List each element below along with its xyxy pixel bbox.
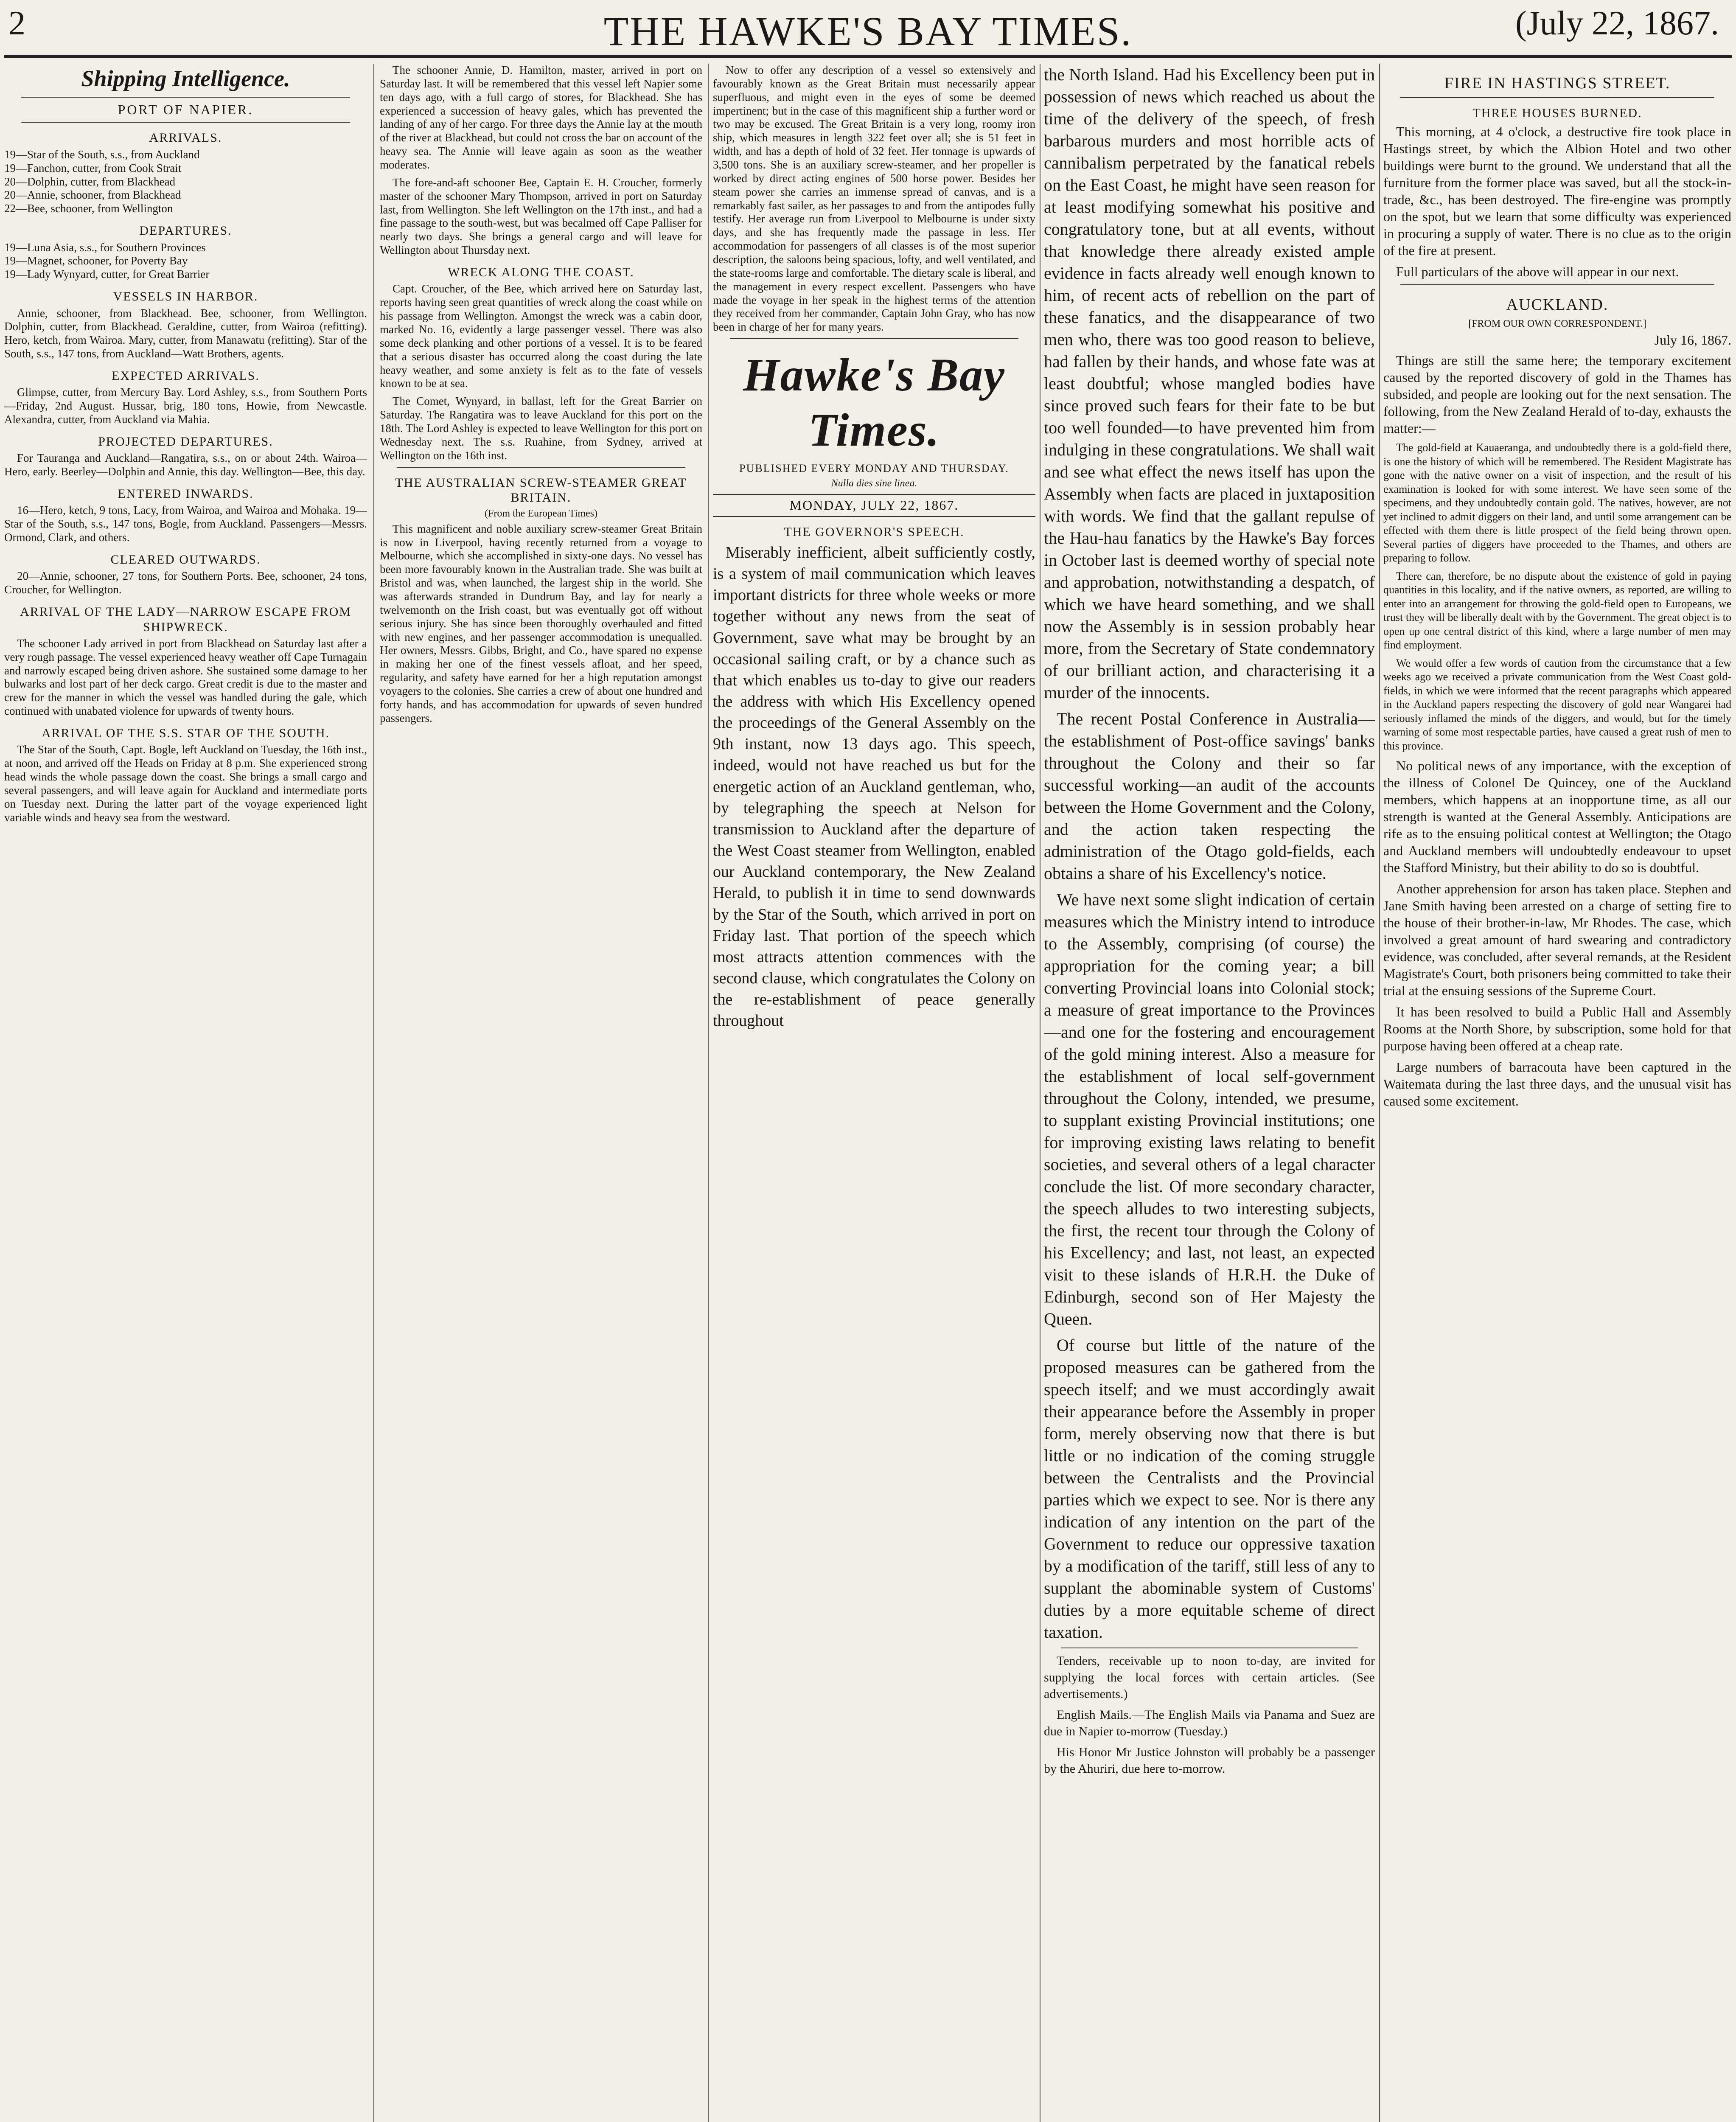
column-5 bbox=[1383, 64, 1731, 2122]
list-item: 22—Bee, schooner, from Wellington bbox=[4, 202, 173, 215]
publication-note: PUBLISHED EVERY MONDAY AND THURSDAY. bbox=[739, 462, 1009, 474]
column-shipping bbox=[4, 64, 367, 2122]
auckland-date: July 16, 1867. bbox=[1654, 332, 1731, 348]
auckland-paragraph: There can, therefore, be no dispute about the existence of gold in paying quantities in this locality, and if the native owners, as reported, are willing to enter into an arrangement for throwing the gold-field open to Europeans, we trust they will be liberally dealt with by the Government. The great object is to open up one central district of this kind, where a large number of men may find employment. bbox=[1383, 570, 1731, 651]
list-item: 19—Star of the South, s.s., from Auckland bbox=[4, 148, 200, 161]
great-britain-article: This magnificent and noble auxiliary screw-steamer Great Britain is now in Liverpool, having recently returned from a voyage to Melbourne, which she accomplished in sixty-one days. No vessel has been more favourably known in the Australian trade. She was built at Bristol and was, when launched, the largest ship in the world. She was afterwards stranded in Dundrum Bay, and lay for nearly a twelvemonth on the Irish coast, but was eventually got off without serious injury. She has since been thoroughly overhauled and fitted with new engines, and her passenger accommodation is unequalled. Her owners, Messrs. Gibbs, Bright, and Co., have spared no expense in making her one of the finest vessels afloat, and her speed, regularity, and safety have earned for her a high reputation amongst voyagers to the colonies. She carries a crew of about one hundred and forty hands, and has accommodation for upwards of seven hundred passengers. bbox=[380, 522, 702, 724]
english-mails-notice: English Mails.—The English Mails via Panama and Suez are due in Napier to-morrow (Tuesday.) bbox=[1044, 1708, 1375, 1738]
column-4 bbox=[1044, 64, 1375, 2122]
fire-article: This morning, at 4 o'clock, a destructive fire took place in Hastings street, by which the Albion Hotel and two other buildings were burnt to the ground. We understand that all the furniture from the former place was saved, but all the stock-in-trade, &c., has been destroyed. The fire-engine was promptly on the spot, but we learn that some difficulty was experienced in procuring a supply of water. There is no clue as to the origin of the fire at present. bbox=[1383, 124, 1731, 258]
vessels-text: Annie, schooner, from Blackhead. Bee, schooner, from Wellington. Dolphin, cutter, from Blackhead. Geraldine, cutter, from Wairoa (refitting). Hero, ketch, from Wairoa. Mary, cutter, from Manawatu (refitting). Star of the South, s.s., 147 tons, from Auckland—Watt Brothers, agents. bbox=[4, 306, 367, 360]
great-britain-continued: Now to offer any description of a vessel so extensively and favourably known as the Great Britain must necessarily appear superfluous, and might even in the eyes of some be deemed impertinent; but in the case of this magnificent ship a further word or two may be excused. The Great Britain is a very long, roomy iron ship, which measures in length 322 feet over all; she is 51 feet in width, and has a depth of hold of 32 feet. Her tonnage is upwards of 3,500 tons. She is an auxiliary screw-steamer, and her propeller is worked by direct acting engines of 500 horse power. Besides her steam power she carries an immense spread of canvas, and is a remarkably fast sailer, as her passages to and from the antipodes fully testify. Her average run from Liverpool to Melbourne is under sixty days, and she has frequently made the passage in less. Her accommodation for passengers of all classes is of the most superior description, the saloons being spacious, lofty, and well ventilated, and the state-rooms large and comfortable. The dietary scale is liberal, and the management in every respect excellent. Passengers who have made the voyage in her speak in the highest terms of the attention they received from her commander, Captain John Gray, who has now been in charge of her for many years. bbox=[713, 64, 1035, 334]
projected-text: For Tauranga and Auckland—Rangatira, s.s., on or about 24th. Wairoa—Hero, early. Beerley—Dolphin and Annie, this day. Wellington—Bee, this day. bbox=[4, 452, 367, 478]
arrival-star-heading: ARRIVAL OF THE S.S. STAR OF THE SOUTH. bbox=[41, 726, 330, 741]
rule bbox=[1400, 97, 1714, 98]
list-item: 19—Lady Wynyard, cutter, for Great Barrier bbox=[4, 268, 210, 281]
list-item: 19—Fanchon, cutter, from Cook Strait bbox=[4, 161, 182, 174]
entered-heading: ENTERED INWARDS. bbox=[118, 487, 254, 501]
fire-heading: FIRE IN HASTINGS STREET. bbox=[1444, 74, 1671, 92]
arrivals-list bbox=[4, 148, 367, 216]
great-britain-source: (From the European Times) bbox=[485, 508, 597, 519]
auckland-source: [FROM OUR OWN CORRESPONDENT.] bbox=[1468, 318, 1646, 330]
rule bbox=[21, 122, 350, 123]
expected-text: Glimpse, cutter, from Mercury Bay. Lord Ashley, s.s., from Southern Ports—Friday, 2nd August. Hussar, brig, 180 tons, Howie, from Newcastle. Alexandra, cutter, from Auckland via Mahia. bbox=[4, 386, 367, 426]
column-divider bbox=[708, 64, 709, 2122]
auckland-paragraph: Another apprehension for arson has taken place. Stephen and Jane Smith having been arrested on a charge of setting fire to the house of their brother-in-law, Mr Rhodes. The case, which involved a great amount of hard swearing and contradictory evidence, was concluded, after several remands, at the Resident Magistrate's Court, both prisoners being committed to take their trial at the ensuing sessions of the Supreme Court. bbox=[1383, 881, 1731, 999]
column-2 bbox=[380, 64, 702, 2122]
list-item: 19—Luna Asia, s.s., for Southern Provinces bbox=[4, 241, 206, 254]
justice-notice: His Honor Mr Justice Johnston will probably be a passenger by the Ahuriri, due here to-morrow. bbox=[1044, 1745, 1375, 1776]
tenders-notice: Tenders, receivable up to noon to-day, are invited for supplying the local forces with certain articles. (See advertisements.) bbox=[1044, 1654, 1375, 1701]
editorial-paragraph: The recent Postal Conference in Australia—the establishment of Post-office savings' banks throughout the Colony and their so far successful working—an audit of the accounts between the Home Government and the Colony, and the action taken respecting the administration of the Otago gold-fields, each obtains a share of his Excellency's notice. bbox=[1044, 709, 1375, 883]
vessels-heading: VESSELS IN HARBOR. bbox=[113, 289, 258, 304]
column-3 bbox=[713, 64, 1035, 2122]
newspaper-masthead: THE HAWKE'S BAY TIMES. bbox=[603, 8, 1133, 54]
paper-nameplate: Hawke's Bay Times. bbox=[743, 349, 1005, 456]
list-item: 20—Dolphin, cutter, from Blackhead bbox=[4, 175, 176, 188]
editorial-paragraph: the North Island. Had his Excellency been put in possession of news which reached us about the time of the delivery of the speech, of fresh barbarous murders and most horrible acts of cannibalism perpetrated by the fanatical rebels on the East Coast, he might have seen reason for at least modifying somewhat his positive and congratulatory tone, but at all events, without that knowledge there already existed ample evidence in facts already well enough known to him, of recent acts of rebellion on the part of these fanatics, and the disappearance of two men who, there was too good reason to believe, had fallen by their hands, and whose fate was at least doubtful; whose mangled bodies have since proved such fears for their fate to be but too well founded—to have prevented him from indulging in these congratulations. We shall wait and see what effect the news itself has upon the Assembly when facts are placed in juxtaposition with words. We find that the gallant repulse of the Hau-hau fanatics by the Hawke's Bay forces in October last is deemed worthy of special note and approbation, notwithstanding a despatch, of which we have heard something, and we shall now the Assembly is in session probably hear more, from the Secretary of State condemnatory of our brilliant action, and characterising it a murder of the innocents. bbox=[1044, 65, 1375, 702]
editorial-paragraph: Of course but little of the nature of the proposed measures can be gathered from the speech itself; and we must accordingly await their appearance before the Assembly in proper form, merely observing now that there is but little or no indication of the coming struggle between the Centralists and the Provincial parties which we expect to see. Nor is there any indication of any intention on the part of the Government to reduce our oppressive taxation by a modification of the tariff, still less of any to supplant the abominable system of Customs' duties by a more equitable scheme of direct taxation. bbox=[1044, 1336, 1375, 1642]
arrivals-heading: ARRIVALS. bbox=[149, 131, 222, 145]
departures-heading: DEPARTURES. bbox=[139, 224, 232, 238]
movements-article: The Comet, Wynyard, in ballast, left for the Great Barrier on Saturday. The Rangatira was to leave Auckland for this port on the 18th. The Lord Ashley is expected to leave Wellington for this port on Wednesday next. The s.s. Ruahine, from Sydney, arrived at Wellington on the 16th inst. bbox=[380, 395, 702, 462]
list-item: 19—Magnet, schooner, for Poverty Bay bbox=[4, 254, 188, 267]
column-divider bbox=[373, 64, 374, 2122]
auckland-paragraph: It has been resolved to build a Public Hall and Assembly Rooms at the North Shore, by subscription, some hold for that purpose having been offered at a cheap rate. bbox=[1383, 1004, 1731, 1054]
rule bbox=[730, 338, 1018, 339]
header-rule bbox=[4, 55, 1732, 58]
speech-article: Miserably inefficient, albeit sufficiently costly, is a system of mail communication which leaves important districts for three whole weeks or more together without any news from the seat of Government, save what may be brought by an occasional sailing craft, or by a chance such as that which enables us to-day to give our readers the address with which His Excellency opened the proceedings of the General Assembly on the 9th instant, now 13 days ago. This speech, indeed, would not have reached us but for the energetic action of an Auckland gentleman, who, by telegraphing the speech at Nelson for transmission to Auckland after the departure of the West Coast steamer from Wellington, enabled our Auckland contemporary, the New Zealand Herald, to publish it in time to send downwards by the Star of the South, which arrived in port on Friday last. That portion of the speech which most attracts attention commences with the second clause, which congratulates the Colony on the re-establishment of peace generally throughout bbox=[713, 543, 1035, 1030]
speech-heading: THE GOVERNOR'S SPEECH. bbox=[784, 525, 965, 539]
port-heading: PORT OF NAPIER. bbox=[118, 101, 254, 117]
shipping-heading: Shipping Intelligence. bbox=[81, 66, 290, 91]
motto: Nulla dies sine linea. bbox=[831, 478, 917, 489]
auckland-lead: Things are still the same here; the temporary excitement caused by the reported discovery of gold in the Thames has subsided, and people are looking out for the next sensation. The following, from the New Zealand Herald of to-day, exhausts the matter:— bbox=[1383, 353, 1731, 436]
great-britain-heading: THE AUSTRALIAN SCREW-STEAMER GREAT BRITAIN. bbox=[395, 475, 687, 505]
editorial-paragraph: We have next some slight indication of certain measures which the Ministry intend to introduce to the Assembly, comprising (of course) the appropriation for the coming year; a bill converting Provincial loans into Colonial stock; a measure of great importance to the Provinces—and one for the fostering and encouragement of the gold mining interest. Also a measure for the establishment of local self-government throughout the Colony, intended, we presume, to supplant existing Provincial institutions; one for improving existing laws relating to benefit societies, and several others of a legal character conclude the list. Of more secondary character, the speech alludes to two interesting subjects, the first, the recent tour through the Colony of his Excellency; and last, not least, an expected visit to these islands of H.R.H. the Duke of Edinburgh, second son of Her Majesty the Queen. bbox=[1044, 890, 1375, 1328]
auckland-paragraph: Large numbers of barracouta have been captured in the Waitemata during the last three days, and the unusual visit has caused some excitement. bbox=[1383, 1059, 1731, 1109]
departures-list bbox=[4, 241, 367, 282]
arrival-lady-text: The schooner Lady arrived in port from Blackhead on Saturday last after a very rough passage. The vessel experienced heavy weather off Cape Turnagain and narrowly escaped being driven ashore. She sustained some damage to her bulwarks and lost part of her deck cargo. Great credit is due to the master and crew for the manner in which the vessel was handled during the gale, which continued with unabated violence for upwards of twenty hours. bbox=[4, 637, 367, 718]
cleared-heading: CLEARED OUTWARDS. bbox=[110, 553, 261, 567]
entered-text: 16—Hero, ketch, 9 tons, Lacy, from Wairoa, and Wairoa and Mohaka. 19—Star of the South, s.s., 147 tons, Bogle, from Auckland. Passengers—Messrs. Ormond, Clark, and others. bbox=[4, 504, 367, 544]
auckland-heading: AUCKLAND. bbox=[1506, 296, 1609, 314]
cleared-text: 20—Annie, schooner, 27 tons, for Southern Ports. Bee, schooner, 24 tons, Croucher, for Wellington. bbox=[4, 570, 367, 596]
expected-heading: EXPECTED ARRIVALS. bbox=[112, 368, 260, 383]
auckland-paragraph: No political news of any importance, with the exception of the illness of Colonel De Quincey, one of the Auckland members, which happens at an inopportune time, as all our strength is wanted at the General Assembly. Anticipations are rife as to the ensuing political contest at Wellington; the Otago and Auckland members will undoubtedly endeavour to upset the Stafford Ministry, but their ability to do so is doubtful. bbox=[1383, 758, 1731, 876]
list-item: 20—Annie, schooner, from Blackhead bbox=[4, 188, 181, 202]
wreck-heading: WRECK ALONG THE COAST. bbox=[448, 265, 634, 280]
wreck-article: Capt. Croucher, of the Bee, which arrived here on Saturday last, reports having seen great quantities of wreck along the coast while on his passage from Wellington. Amongst the wreck was a cabin door, marked No. 16, evidently a large passenger vessel. There was also some deck planking and other portions of a vessel. It is to be feared that a serious disaster has occurred along the coast during the late heavy weather, and some anxiety is felt as to the fate of vessels known to be at sea. bbox=[380, 282, 702, 390]
arrival-star-text: The Star of the South, Capt. Bogle, left Auckland on Tuesday, the 16th inst., at noon, and arrived off the Heads on Friday at 8 p.m. She experienced strong head winds the whole passage down the coast. She brings a small cargo and several passengers, and will leave again for Auckland and intermediate ports on Tuesday next. During the latter part of the voyage experienced light variable winds and heavy sea from the westward. bbox=[4, 743, 367, 824]
issue-date: MONDAY, JULY 22, 1867. bbox=[713, 494, 1035, 517]
fire-followup: Full particulars of the above will appear in our next. bbox=[1396, 264, 1679, 280]
auckland-paragraph: We would offer a few words of caution from the circumstance that a few weeks ago we received a private communication from the West Coast gold-fields, in which we were informed that the recent paragraphs which appeared in the Auckland papers respecting the discovery of gold near Wangarei had seriously inflamed the minds of the diggers, and would, but for the timely warning of some most respectable parties, have caused a great rush of men to this province. bbox=[1383, 657, 1731, 752]
arrival-lady-heading: ARRIVAL OF THE LADY—NARROW ESCAPE FROM SHIPWRECK. bbox=[20, 605, 351, 634]
rule bbox=[1400, 284, 1714, 285]
auckland-quote: The gold-field at Kauaeranga, and undoubtedly there is a gold-field there, is one the history of which will be remembered. The Resident Magistrate has gone with the native owner on a visit of inspection, and the result of his examination is looked for with some interest. We have seen some of the specimens, and they undoubtedly contain gold. The natives, however, are not yet inclined to admit diggers on their land, and until some arrangement can be effected with them there is little prospect of the field being thrown open. Several parties of diggers have proceeded to the Thames, and others are preparing to follow. bbox=[1383, 441, 1731, 564]
annie-article: The schooner Annie, D. Hamilton, master, arrived in port on Saturday last. It will be remembered that this vessel left Napier some ten days ago, with a full cargo of stores, for Blackhead. She has experienced a succession of heavy gales, which has prevented the landing of any of her cargo. For three days the Annie lay at the mouth of the river at Blackhead, but could not cross the bar on account of the heavy sea. The Annie will leave again as soon as the weather moderates. bbox=[380, 64, 702, 171]
fire-subheading: THREE HOUSES BURNED. bbox=[1472, 106, 1642, 120]
column-divider bbox=[1379, 64, 1380, 2122]
issue-dateline: (July 22, 1867. bbox=[1515, 5, 1719, 42]
rule bbox=[21, 97, 350, 98]
projected-heading: PROJECTED DEPARTURES. bbox=[98, 434, 273, 449]
bee-article: The fore-and-aft schooner Bee, Captain E. H. Croucher, formerly master of the schooner Mary Thompson, arrived in port on Saturday last, from Wellington. She left Wellington on the 17th inst., and had a fine passage to the south-west, but was becalmed off Cape Palliser for nearly two days. She brings a general cargo and will leave for Wellington about Thursday next. bbox=[380, 176, 702, 257]
rule bbox=[397, 467, 685, 468]
page-number: 2 bbox=[8, 5, 25, 42]
